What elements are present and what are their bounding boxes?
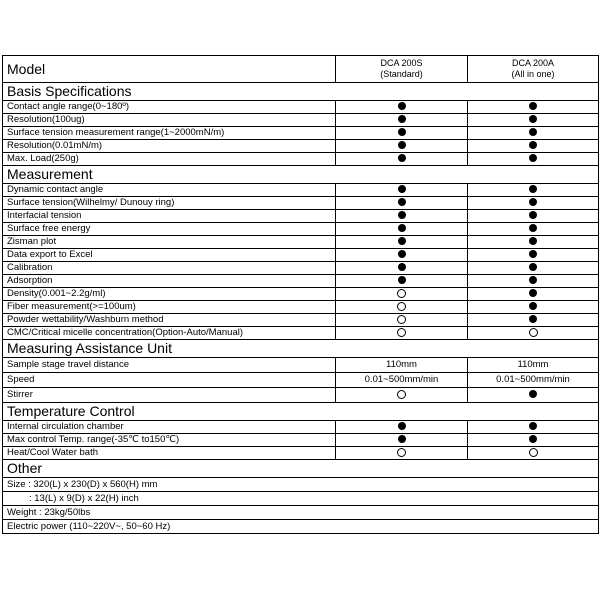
spec-value	[336, 447, 468, 460]
filled-circle-icon	[398, 185, 406, 193]
spec-value	[336, 388, 468, 403]
other-row	[3, 506, 599, 520]
col-standard-header	[336, 56, 468, 83]
spec-value	[336, 434, 468, 447]
spec-value	[468, 114, 599, 127]
spec-value	[468, 447, 599, 460]
spec-row	[3, 327, 599, 340]
spec-value	[468, 101, 599, 114]
spec-value	[336, 127, 468, 140]
spec-value	[468, 434, 599, 447]
spec-label: Powder wettability/Washburn method	[3, 314, 336, 327]
spec-value	[336, 314, 468, 327]
spec-label: Surface tension measurement range(1~2000mN/m)	[3, 127, 336, 140]
spec-label: Calibration	[3, 262, 336, 275]
spec-label: Surface free energy	[3, 223, 336, 236]
spec-value: 110mm	[336, 358, 468, 373]
filled-circle-icon	[398, 102, 406, 110]
spec-table	[2, 55, 599, 534]
spec-value	[336, 197, 468, 210]
spec-label: Dynamic contact angle	[3, 184, 336, 197]
spec-row	[3, 223, 599, 236]
filled-circle-icon	[529, 102, 537, 110]
filled-circle-icon	[529, 198, 537, 206]
spec-label: Contact angle range(0~180º)	[3, 101, 336, 114]
filled-circle-icon	[529, 237, 537, 245]
section-title: Basis Specifications	[3, 83, 599, 101]
filled-circle-icon	[398, 154, 406, 162]
spec-value	[336, 288, 468, 301]
filled-circle-icon	[529, 302, 537, 310]
spec-row	[3, 140, 599, 153]
spec-row	[3, 314, 599, 327]
filled-circle-icon	[398, 128, 406, 136]
spec-label: Resolution(100ug)	[3, 114, 336, 127]
filled-circle-icon	[529, 185, 537, 193]
spec-row	[3, 288, 599, 301]
spec-row	[3, 236, 599, 249]
spec-value	[336, 421, 468, 434]
filled-circle-icon	[529, 390, 537, 398]
col-allinone-name: DCA 200A	[511, 58, 555, 68]
other-row	[3, 478, 599, 492]
filled-circle-icon	[398, 141, 406, 149]
spec-value	[336, 153, 468, 166]
spec-row	[3, 388, 599, 403]
spec-row	[3, 114, 599, 127]
spec-value	[468, 140, 599, 153]
spec-value	[336, 114, 468, 127]
spec-value	[468, 184, 599, 197]
filled-circle-icon	[529, 276, 537, 284]
spec-value	[336, 275, 468, 288]
filled-circle-icon	[529, 115, 537, 123]
empty-circle-icon	[397, 302, 406, 311]
filled-circle-icon	[398, 422, 406, 430]
spec-value	[468, 314, 599, 327]
spec-value	[468, 236, 599, 249]
col-standard-sub: (Standard)	[380, 69, 423, 79]
spec-label: Zisman plot	[3, 236, 336, 249]
spec-value	[468, 197, 599, 210]
spec-row	[3, 262, 599, 275]
model-label: Model	[3, 56, 336, 83]
filled-circle-icon	[398, 115, 406, 123]
spec-row	[3, 249, 599, 262]
spec-value	[468, 127, 599, 140]
spec-row	[3, 358, 599, 373]
empty-circle-icon	[397, 390, 406, 399]
spec-value	[468, 249, 599, 262]
other-line: Weight : 23kg/50lbs	[3, 506, 599, 520]
empty-circle-icon	[397, 328, 406, 337]
filled-circle-icon	[398, 250, 406, 258]
section-title: Measuring Assistance Unit	[3, 340, 599, 358]
spec-label: CMC/Critical micelle concentration(Option-Auto/Manual)	[3, 327, 336, 340]
spec-row	[3, 275, 599, 288]
filled-circle-icon	[529, 128, 537, 136]
empty-circle-icon	[397, 315, 406, 324]
filled-circle-icon	[529, 422, 537, 430]
spec-value	[336, 262, 468, 275]
section-header	[3, 83, 599, 101]
other-line: Electric power (110~220V~, 50~60 Hz)	[3, 520, 599, 534]
section-header	[3, 403, 599, 421]
spec-row	[3, 197, 599, 210]
empty-circle-icon	[529, 448, 538, 457]
spec-label: Heat/Cool Water bath	[3, 447, 336, 460]
empty-circle-icon	[397, 448, 406, 457]
spec-row	[3, 434, 599, 447]
col-standard-name: DCA 200S	[380, 58, 423, 68]
spec-label: Speed	[3, 373, 336, 388]
spec-value	[468, 388, 599, 403]
spec-row	[3, 447, 599, 460]
spec-label: Fiber measurement(>=100um)	[3, 301, 336, 314]
spec-value	[336, 184, 468, 197]
filled-circle-icon	[529, 250, 537, 258]
spec-label: Adsorption	[3, 275, 336, 288]
spec-value	[336, 210, 468, 223]
spec-value	[336, 327, 468, 340]
spec-label: Internal circulation chamber	[3, 421, 336, 434]
spec-row	[3, 127, 599, 140]
filled-circle-icon	[529, 224, 537, 232]
col-allinone-sub: (All in one)	[511, 69, 555, 79]
spec-label: Resolution(0.01mN/m)	[3, 140, 336, 153]
other-line: : 13(L) x 9(D) x 22(H) inch	[3, 492, 599, 506]
spec-row	[3, 184, 599, 197]
spec-row	[3, 373, 599, 388]
filled-circle-icon	[529, 435, 537, 443]
section-title: Temperature Control	[3, 403, 599, 421]
spec-value: 110mm	[468, 358, 599, 373]
other-line: Size : 320(L) x 230(D) x 560(H) mm	[3, 478, 599, 492]
spec-value	[336, 140, 468, 153]
spec-label: Interfacial tension	[3, 210, 336, 223]
spec-row	[3, 153, 599, 166]
spec-value	[468, 301, 599, 314]
spec-value: 0.01~500mm/min	[336, 373, 468, 388]
spec-label: Density(0.001~2.2g/ml)	[3, 288, 336, 301]
filled-circle-icon	[529, 154, 537, 162]
spec-label: Stirrer	[3, 388, 336, 403]
spec-label: Surface tension(Wilhelmy/ Dunouy ring)	[3, 197, 336, 210]
filled-circle-icon	[529, 141, 537, 149]
spec-value	[468, 262, 599, 275]
filled-circle-icon	[529, 263, 537, 271]
filled-circle-icon	[398, 276, 406, 284]
spec-value	[336, 249, 468, 262]
filled-circle-icon	[398, 435, 406, 443]
section-header	[3, 166, 599, 184]
spec-value	[468, 288, 599, 301]
spec-row	[3, 301, 599, 314]
spec-label: Sample stage travel distance	[3, 358, 336, 373]
spec-label: Max control Temp. range(-35℃ to150℃)	[3, 434, 336, 447]
empty-circle-icon	[397, 289, 406, 298]
section-title: Other	[3, 460, 599, 478]
spec-row	[3, 210, 599, 223]
header-row	[3, 56, 599, 83]
spec-value	[336, 223, 468, 236]
spec-value	[336, 101, 468, 114]
filled-circle-icon	[529, 315, 537, 323]
spec-value	[468, 275, 599, 288]
filled-circle-icon	[398, 211, 406, 219]
spec-value	[468, 327, 599, 340]
spec-value	[468, 421, 599, 434]
filled-circle-icon	[398, 198, 406, 206]
col-allinone-header	[468, 56, 599, 83]
spec-value	[336, 301, 468, 314]
spec-value: 0.01~500mm/min	[468, 373, 599, 388]
filled-circle-icon	[398, 237, 406, 245]
spec-value	[336, 236, 468, 249]
spec-row	[3, 421, 599, 434]
filled-circle-icon	[529, 289, 537, 297]
section-header	[3, 340, 599, 358]
spec-row	[3, 101, 599, 114]
section-title: Measurement	[3, 166, 599, 184]
spec-label: Max. Load(250g)	[3, 153, 336, 166]
filled-circle-icon	[398, 263, 406, 271]
spec-value	[468, 210, 599, 223]
filled-circle-icon	[398, 224, 406, 232]
other-row	[3, 492, 599, 506]
spec-label: Data export to Excel	[3, 249, 336, 262]
filled-circle-icon	[529, 211, 537, 219]
other-row	[3, 520, 599, 534]
empty-circle-icon	[529, 328, 538, 337]
spec-value	[468, 153, 599, 166]
spec-table-body	[3, 56, 599, 534]
spec-value	[468, 223, 599, 236]
section-header	[3, 460, 599, 478]
